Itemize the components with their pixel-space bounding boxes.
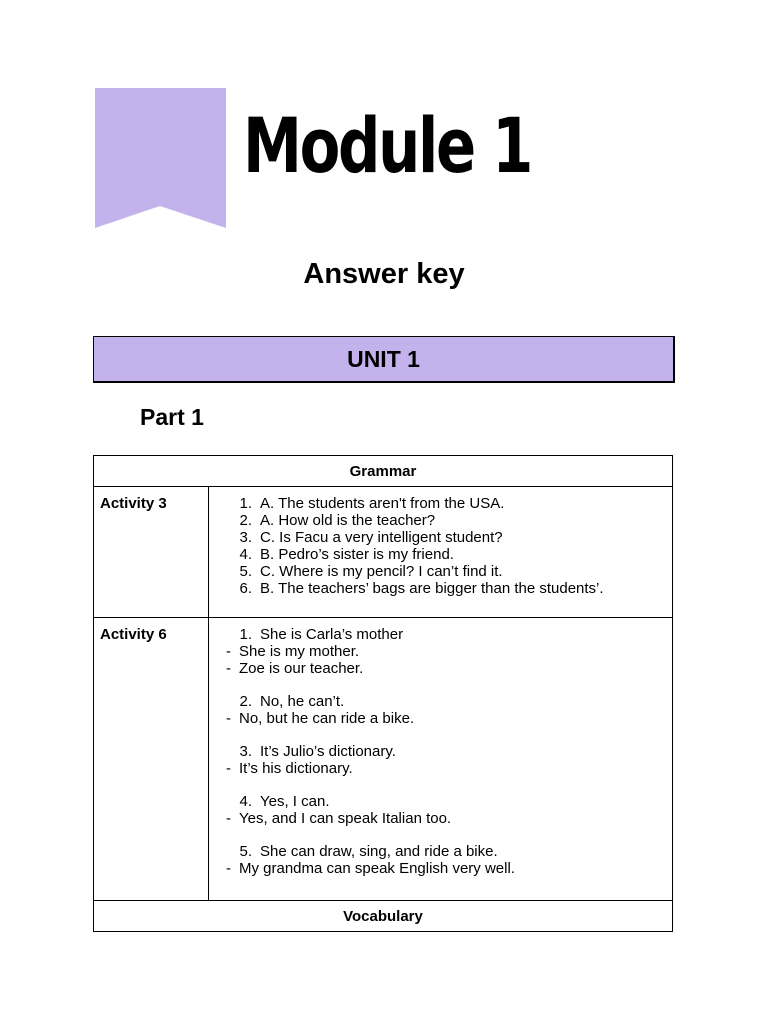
list-item: - It’s his dictionary. — [226, 760, 353, 777]
activity-3-answers — [209, 487, 673, 618]
list-item: 2. No, he can’t. — [239, 693, 345, 710]
list-item: 3. It’s Julio’s dictionary. — [239, 743, 396, 760]
activity-3-label: Activity 3 — [94, 487, 209, 618]
list-item: 4. B. Pedro’s sister is my friend. — [239, 546, 454, 563]
list-item: - No, but he can ride a bike. — [226, 710, 415, 727]
answer-key-table — [93, 455, 673, 932]
module-title: Module 1 — [243, 101, 532, 190]
vocabulary-heading: Vocabulary — [94, 901, 673, 932]
list-item: 2. A. How old is the teacher? — [239, 512, 436, 529]
unit-heading: UNIT 1 — [93, 336, 675, 383]
list-item: 5. She can draw, sing, and ride a bike. — [239, 843, 498, 860]
activity-6-label: Activity 6 — [94, 618, 209, 901]
list-item: 1. A. The students aren't from the USA. — [239, 495, 505, 512]
grammar-heading: Grammar — [94, 456, 673, 487]
list-item: 4. Yes, I can. — [239, 793, 330, 810]
list-item: 6. B. The teachers’ bags are bigger than the students’. — [239, 580, 604, 597]
list-item: 3. C. Is Facu a very intelligent student? — [239, 529, 503, 546]
part-title: Part 1 — [140, 404, 204, 430]
list-item: - She is my mother. — [226, 643, 360, 660]
list-item: - Zoe is our teacher. — [226, 660, 364, 677]
table-row — [94, 487, 673, 618]
bookmark-ribbon-icon — [95, 88, 226, 228]
answer-key-title: Answer key — [303, 258, 465, 290]
activity-6-answers — [209, 618, 673, 901]
list-item: - Yes, and I can speak Italian too. — [226, 810, 452, 827]
list-item: 5. C. Where is my pencil? I can’t find it. — [239, 563, 503, 580]
table-row — [94, 618, 673, 901]
list-item: - My grandma can speak English very well. — [226, 860, 515, 877]
list-item: 1. She is Carla’s mother — [239, 626, 404, 643]
